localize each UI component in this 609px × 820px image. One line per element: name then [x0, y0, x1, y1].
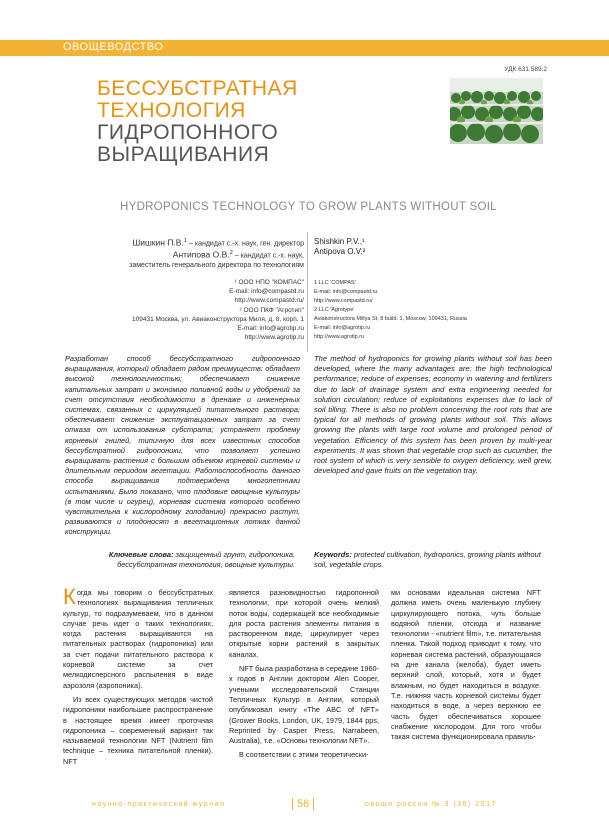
aff-en-line: 2 LLC 'Agrotype' [314, 307, 355, 313]
author-en-2: Antipova O.V.² [314, 247, 366, 256]
keywords-ru-label: Ключевые слова: [108, 550, 174, 559]
udk-code: УДК 631.589.2 [504, 66, 547, 73]
page-footer [0, 798, 609, 814]
aff-ru-line: E-mail: info@compastd.ru [229, 288, 304, 296]
body-column-1 [63, 584, 213, 771]
aff-en-line: http://www.compastd.ru/ [314, 298, 373, 304]
aff-en-line: http://www.agrotip.ru [314, 334, 365, 340]
keywords-ru-text: защищенный грунт, гидропоника, бессубстратная технология, овощные культуры. [117, 550, 295, 570]
author-1-sup: 1 [183, 238, 188, 244]
title-line-3: ГИДРОПОННОГО [97, 121, 279, 144]
body-paragraph: NFT была разработана в середине 1960-х годов в Англии доктором Alen Cooper, учеными исследовательской Станции Тепличных Культур в Англии, который опубликовал книгу «The ABC of NFT» (Grower Books, London, UK, 1979, 1844 pps, Reprinted by Casper Press, Narrabeen, Australia), т.е. «Основы технологии NFT». [229, 664, 379, 746]
body-paragraph: В соответствии с этими теоретически- [239, 750, 369, 760]
body-column-3 [391, 588, 541, 746]
body-column-2 [229, 588, 379, 765]
author-1-desc: – кандидат с.-х. наук, ген. директор [187, 240, 304, 248]
body-paragraph: является разновидностью гидропонной технологии, при которой очень мелкий поток воды, содержащей все необходимые для роста растения элементы питания в растворенном виде, циркулирует через открытые корни растений в закрытых каналах. [229, 588, 379, 659]
title-line-2: ТЕХНОЛОГИЯ [97, 99, 246, 122]
footer-journal-issue: овощи россии № 3 (36) 2017 [365, 801, 497, 808]
aff-ru-line: E-mail: info@agrotip.ru [237, 325, 304, 333]
body-paragraph: огда мы говорим о бессубстратных технологиях выращивания тепличных культур, то подразумеваем, что в данном случае речь идет о таких технологиях, когда растения выращиваются на питательных растворах (гидропоника) или за счет подачи питательного раствора к корневой системе за счет мелкодисперсного распыления в виде аэрозоля (аэропоника). [63, 588, 213, 690]
aff-en-line: 1 LLC 'COMPAS' [314, 280, 356, 286]
footer-journal-type: научно-практический журнал [92, 801, 226, 808]
body-paragraph: ми основами идеальная система NFT должна иметь очень маленькую глубину циркулирующего потока, чуть больше водяной пленки, отсюда и название технологии - «nutrient film», т.е. питательная пленка. Такой подход приводит к тому, что корневая система растений, образующаяся на дне канала (желоба), будет иметь верхний слой, который, хотя и будет влажным, но будет находиться в воздухе. Т.е. нижняя часть корневой системы будет находиться в воде, а через верхнюю ее часть будет обеспечиваться хорошее снабжение кислородом. Для того чтобы такая система функционировала правиль- [391, 588, 541, 742]
page-number: 56 [292, 798, 314, 810]
author-1-name: Шишкин П.В. [132, 237, 184, 248]
keywords-en-text: protected cultivation, hydroponics, growing plants without soil, vegetable crops. [314, 550, 541, 570]
greenhouse-photo [450, 78, 543, 144]
aff-ru-line: ² ООО ПКФ "Агротип" [239, 306, 304, 314]
article-title-ru [97, 78, 298, 166]
author-2-desc2: заместитель генерального директора по технологиям [129, 261, 304, 269]
keywords-ru [65, 550, 295, 570]
author-2-sup: 2 [229, 249, 233, 256]
author-2-name: Антипова О.В. [172, 249, 230, 260]
aff-ru-line: http://www.compastd.ru/ [234, 297, 304, 305]
affiliations-en [314, 279, 544, 342]
author-en-1: Shishkin P.V.,¹ [314, 237, 365, 246]
aff-en-line: E-mail: info@agrotip.ru [314, 325, 371, 331]
keywords-en [314, 550, 550, 570]
section-label: ОВОЩЕВОДСТВО [63, 41, 164, 53]
aff-en-line: Aviakonstructora Millya St, 8 build. 1, Moscow, 109431, Russia [314, 316, 467, 322]
affiliations-ru [64, 278, 304, 342]
title-line-1: БЕССУБСТРАТНАЯ [97, 77, 298, 100]
aff-ru-line: 109431 Москва, ул. Авиаконструктора Миля, д. 8, корп. 1 [132, 315, 304, 323]
author-2-desc: – кандидат с.-х. наук, [232, 252, 304, 260]
authors-en [314, 237, 365, 257]
authors-ru [64, 237, 304, 270]
abstract-en: The method of hydroponics for growing plants without soil has been developed, where the many advantages are: the high technological performance; reduce of expenses; economy in watering and fertilizers due to lack of drainage system and extra engineering needed for solution circulation; reduce of exploitations expenses due to lack of soil tilling. There is also no problem concerning the root rots that are typical for all methods of growing plants without soil. This allows growing the plants with large root volume and prolonged period of vegetation. Efficiency of this system has been proven by multi-year experiments. It was shown that vegetable crop such as cucumber, the root system of which is very sensible to oxygen deficiency, well grew, developed and gave fruits on the vegetation tray. [314, 354, 552, 476]
article-title-en: HYDROPONICS TECHNOLOGY TO GROW PLANTS WITHOUT SOIL [120, 201, 497, 213]
title-line-4: ВЫРАЩИВАНИЯ [97, 143, 270, 166]
divider [307, 232, 308, 352]
section-band [0, 40, 609, 56]
keywords-en-label: Keywords: [314, 550, 352, 559]
aff-en-line: E-mail: info@compastd.ru [314, 289, 378, 295]
dropcap: К [63, 584, 76, 609]
aff-ru-line: ¹ ООО НПО "КОМПАС" [234, 279, 304, 286]
body-paragraph: Из всех существующих методов чистой гидропоники наибольшее распространение в настоящее время имеет проточная гидропоника – современный вариант так называемой технологии NFT (Nutrient film technique – техника питательной пленки). NFT [63, 694, 213, 766]
aff-ru-line: http://www.agrotip.ru [244, 334, 304, 342]
abstract-ru: Разработан способ бессубстратного гидропонного выращивания, который обладает рядом преимуществ: обладает высокой технологичностью; обеспечивает снижение капитальных затрат и экономию поливной воды и удобрений за счет отсутствия необходимости в дренаже и инженерных системах, связанных с циркуляцией питательного раствора; обеспечивает снижение эксплуатационных затрат за счет отказа от использования субстрата; устраняет проблему корневых гнилей, типичную для всех известных способов бессубстратной гидропоники, что позволяет успешно выращивать растения с большим объемом корневой системы и длительным периодом вегетации. Работоспособность данного способа выращивания подтверждена многолетними испытаниями. Было показано, что плодовые овощные культуры (в том числе и огурец), корневая система которого особенно чувствительна к кислородному голоданию) прекрасно растут, развиваются и плодоносят в вегетационных лотках данной конструкции. [65, 354, 300, 537]
